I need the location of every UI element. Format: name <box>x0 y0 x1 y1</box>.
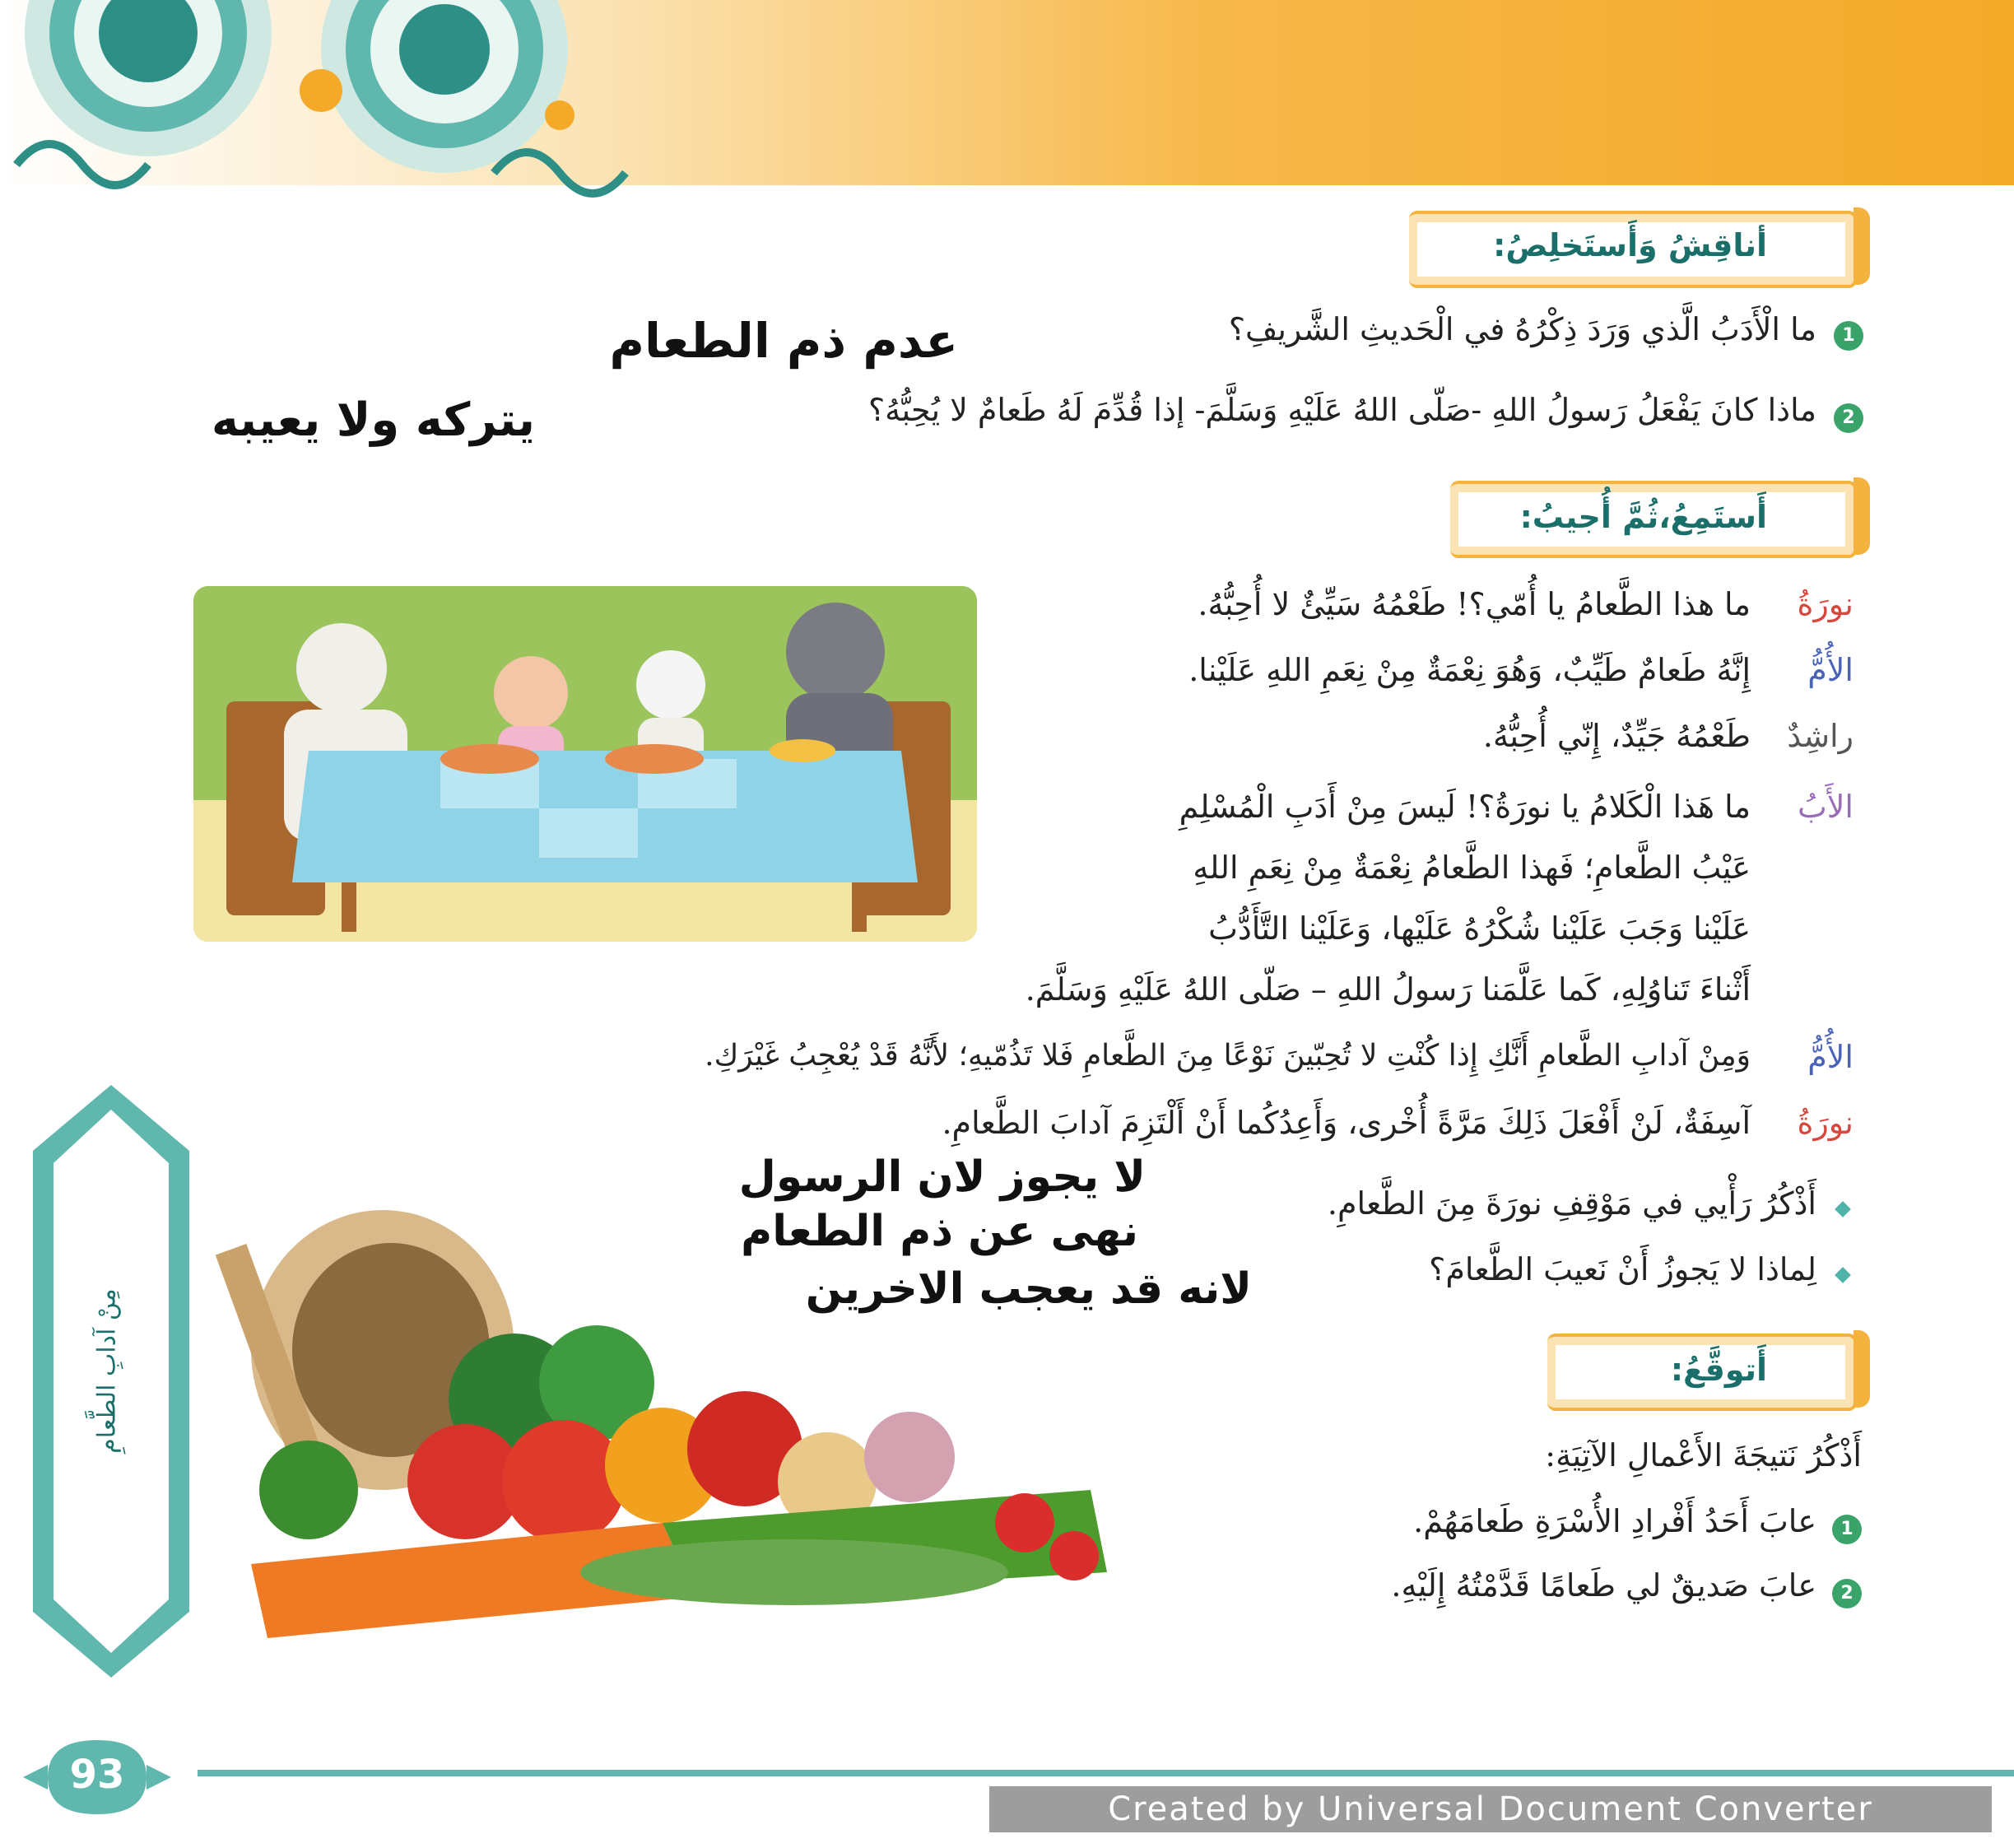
family-dinner-illustration <box>193 586 977 942</box>
speaker-father: الأَبُ <box>1797 789 1854 825</box>
bullet-1-answer-line-1: لا يجوز لان الرسول <box>738 1152 1146 1202</box>
speaker-noura-1: نورَةُ <box>1797 586 1854 622</box>
side-tab <box>33 1085 189 1678</box>
listen-header-tab <box>1854 477 1870 555</box>
listen-title: أَستَمِعُ،ثُمَّ أُجيبُ: <box>1519 499 1767 535</box>
side-tab-label: مِنْ آدابِ الطَّعامِ <box>92 1288 122 1454</box>
dialogue-line-1: ما هذا الطَّعامُ يا أُمّي؟! طَعْمُهُ سَيِّئٌ لا أُحِبُّهُ. <box>1198 586 1751 622</box>
bullet-2-answer: لانه قد يعجب الاخرين <box>805 1264 1252 1314</box>
question-2-text: ماذا كانَ يَفْعَلُ رَسولُ اللهِ -صَلّى اللهُ عَلَيْهِ وَسَلَّمَ- إذا قُدِّمَ لَهُ طَعامٌ لا يُحِبُّهُ؟ <box>867 392 1816 428</box>
question-1-text: ما الْأَدَبُ الَّذي وَرَدَ ذِكْرُهُ في الْحَديثِ الشَّريفِ؟ <box>1228 311 1816 347</box>
islamic-ornament-icon <box>0 0 724 214</box>
question-2-number: 2 <box>1834 403 1863 433</box>
bullet-1-answer-line-2: نهى عن ذم الطعام <box>741 1207 1138 1256</box>
bullet-1-icon <box>1835 1201 1851 1217</box>
dialogue-line-5: وَمِنْ آدابِ الطَّعامِ أَنَّكِ إِذا كُنْتِ لا تُحِبّينَ نَوْعًا مِنَ الطَّعامِ فَلا تَذُمّيهِ؛ لأَنَّهُ قَدْ يُعْجِبُ غَيْرَكِ. <box>705 1039 1751 1073</box>
bullet-2-icon <box>1835 1267 1851 1283</box>
expect-intro: أَذْكُرُ نَتيجَةَ الأَعْمالِ الآتِيَةِ: <box>1545 1437 1862 1473</box>
discuss-header-tab <box>1854 207 1870 285</box>
dialogue-line-4d: أَثْناءَ تَناوُلِهِ، كَما عَلَّمَنا رَسولُ اللهِ – صَلّى اللهُ عَلَيْهِ وَسَلَّمَ. <box>1025 971 1751 1008</box>
expect-item-1-text: عابَ أَحَدُ أَفْرادِ الأُسْرَةِ طَعامَهُمْ. <box>1413 1503 1816 1539</box>
dialogue-line-6: آسِفَةٌ، لَنْ أَفْعَلَ ذَلِكَ مَرَّةً أُخْرى، وَأَعِدُكُما أَنْ أَلْتَزِمَ آدابَ الطَّعامِ. <box>942 1105 1751 1141</box>
bullet-1-text: أَذْكُرُ رَأْيي في مَوْقِفِ نورَةَ مِنَ الطَّعامِ. <box>1327 1185 1816 1222</box>
discuss-title: أناقِشُ وَأَستَخلِصُ: <box>1493 227 1767 263</box>
expect-header-tab <box>1854 1330 1870 1408</box>
question-1-number: 1 <box>1834 321 1863 351</box>
speaker-noura-2: نورَةُ <box>1797 1105 1854 1141</box>
expect-item-1-number: 1 <box>1832 1515 1862 1544</box>
expect-item-2-number: 2 <box>1832 1579 1862 1608</box>
speaker-rashid: راشِدٌ <box>1787 718 1854 754</box>
dialogue-line-2: إِنَّهُ طَعامٌ طَيِّبٌ، وَهُوَ نِعْمَةٌ مِنْ نِعَمِ اللهِ عَلَيْنا. <box>1188 652 1751 688</box>
page-number-badge <box>23 1732 171 1822</box>
speaker-mother-2: الأُمُّ <box>1807 1039 1854 1075</box>
dialogue-line-4a: ما هَذا الْكَلامُ يا نورَةُ؟! لَيسَ مِنْ أَدَبِ الْمُسْلِمِ <box>1179 789 1751 825</box>
speaker-mother-1: الأُمُّ <box>1807 652 1854 688</box>
page-number: 93 <box>69 1752 125 1798</box>
bullet-2-text: لِماذا لا يَجوزُ أَنْ نَعيبَ الطَّعامَ؟ <box>1429 1251 1816 1287</box>
dialogue-line-3: طَعْمُهُ جَيِّدٌ، إِنّي أُحِبُّهُ. <box>1482 718 1751 754</box>
expect-item-2-text: عابَ صَديقٌ لي طَعامًا قَدَّمْتُهُ إِلَيْهِ. <box>1391 1567 1816 1604</box>
question-2-answer: يتركه ولا يعيبه <box>211 393 535 447</box>
footer-line <box>198 1770 2014 1776</box>
dialogue-line-4c: عَلَيْنا وَجَبَ عَلَيْنا شُكْرُهُ عَلَيْها، وَعَلَيْنا التَّأَدُّبُ <box>1208 910 1751 947</box>
dialogue-line-4b: عَيْبُ الطَّعامِ؛ فَهذا الطَّعامُ نِعْمَةٌ مِنْ نِعَمِ اللهِ <box>1193 850 1751 886</box>
converter-watermark: Created by Universal Document Converter <box>989 1786 1992 1832</box>
question-1-answer: عدم ذم الطعام <box>609 313 958 369</box>
vegetables-basket-illustration <box>202 1210 1189 1663</box>
expect-title: أَتوقَّعُ: <box>1670 1352 1767 1388</box>
